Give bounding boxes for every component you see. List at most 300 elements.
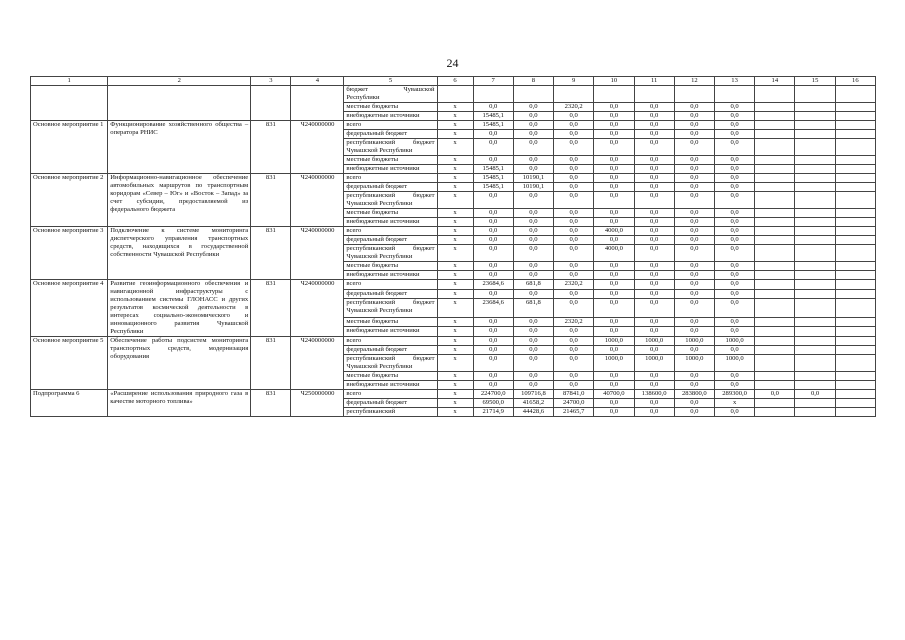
value-cell bbox=[835, 139, 875, 156]
code-cell: х bbox=[437, 346, 473, 355]
value-cell: 0,0 bbox=[714, 372, 754, 381]
value-cell: 681,8 bbox=[513, 299, 553, 317]
value-cell: 0,0 bbox=[473, 289, 513, 299]
value-cell bbox=[755, 245, 795, 262]
value-cell: 0,0 bbox=[594, 121, 634, 130]
header-cell: 6 bbox=[437, 77, 473, 86]
value-cell: 0,0 bbox=[714, 408, 754, 417]
value-cell: 0,0 bbox=[594, 192, 634, 209]
value-cell: 0,0 bbox=[473, 130, 513, 139]
code-cell: х bbox=[437, 139, 473, 156]
funding-source-cell: всего bbox=[344, 280, 437, 290]
value-cell: 10190,1 bbox=[513, 183, 553, 192]
value-cell: 0,0 bbox=[594, 381, 634, 390]
value-cell: 0,0 bbox=[554, 236, 594, 245]
value-cell: 0,0 bbox=[513, 192, 553, 209]
code-cell: х bbox=[437, 245, 473, 262]
code-cell: х bbox=[437, 130, 473, 139]
value-cell: 0,0 bbox=[554, 165, 594, 174]
value-cell: 0,0 bbox=[554, 227, 594, 236]
value-cell: 0,0 bbox=[674, 121, 714, 130]
code-cell: х bbox=[437, 381, 473, 390]
value-cell bbox=[755, 355, 795, 372]
value-cell bbox=[755, 327, 795, 337]
value-cell: 0,0 bbox=[594, 130, 634, 139]
event-title-cell: Информационно-навигационное обеспечение автомобильных маршрутов по транспортным коридорам «Север – Юг» и «Восток – Запад» за счет субсидии, предоставляемой из федерального бюджета bbox=[108, 174, 251, 227]
code-cell: х bbox=[437, 289, 473, 299]
value-cell: 40700,0 bbox=[594, 390, 634, 399]
value-cell: 0,0 bbox=[513, 355, 553, 372]
value-cell: 0,0 bbox=[634, 103, 674, 112]
value-cell: 0,0 bbox=[513, 209, 553, 218]
value-cell: 0,0 bbox=[473, 103, 513, 112]
value-cell: 0,0 bbox=[714, 317, 754, 327]
value-cell bbox=[835, 174, 875, 183]
value-cell: 0,0 bbox=[634, 121, 674, 130]
value-cell: 0,0 bbox=[634, 192, 674, 209]
value-cell bbox=[755, 192, 795, 209]
value-cell: 1000,0 bbox=[594, 355, 634, 372]
value-cell: 0,0 bbox=[714, 139, 754, 156]
event-title-cell: Обеспечение работы подсистем мониторинга транспортных средств, модернизация оборудования bbox=[108, 337, 251, 390]
value-cell bbox=[795, 183, 835, 192]
value-cell bbox=[795, 86, 835, 103]
value-cell: 0,0 bbox=[634, 130, 674, 139]
funding-source-cell: федеральный бюджет bbox=[344, 346, 437, 355]
value-cell: 0,0 bbox=[714, 236, 754, 245]
value-cell: 0,0 bbox=[674, 183, 714, 192]
code-cell: х bbox=[437, 183, 473, 192]
value-cell bbox=[835, 245, 875, 262]
value-cell bbox=[755, 381, 795, 390]
grbs-code-cell: 831 bbox=[251, 121, 291, 174]
value-cell: 0,0 bbox=[594, 408, 634, 417]
value-cell: 0,0 bbox=[513, 289, 553, 299]
value-cell: 0,0 bbox=[594, 139, 634, 156]
value-cell: 0,0 bbox=[674, 130, 714, 139]
value-cell: 0,0 bbox=[674, 227, 714, 236]
value-cell: 44428,6 bbox=[513, 408, 553, 417]
value-cell bbox=[835, 372, 875, 381]
code-cell: х bbox=[437, 121, 473, 130]
value-cell bbox=[795, 327, 835, 337]
code-cell: х bbox=[437, 209, 473, 218]
value-cell: 0,0 bbox=[513, 165, 553, 174]
value-cell: 0,0 bbox=[473, 327, 513, 337]
value-cell: 0,0 bbox=[513, 271, 553, 280]
code-cell: х bbox=[437, 192, 473, 209]
value-cell: 0,0 bbox=[554, 130, 594, 139]
value-cell: 0,0 bbox=[513, 121, 553, 130]
value-cell bbox=[835, 112, 875, 121]
value-cell: 0,0 bbox=[513, 337, 553, 346]
value-cell bbox=[795, 165, 835, 174]
value-cell: 0,0 bbox=[594, 174, 634, 183]
value-cell bbox=[795, 408, 835, 417]
value-cell bbox=[835, 408, 875, 417]
value-cell: 0,0 bbox=[714, 156, 754, 165]
value-cell: 0,0 bbox=[554, 271, 594, 280]
value-cell bbox=[835, 130, 875, 139]
value-cell: 21714,9 bbox=[473, 408, 513, 417]
funding-source-cell: внебюджетные источники bbox=[344, 218, 437, 227]
value-cell bbox=[755, 139, 795, 156]
code-cell: х bbox=[437, 355, 473, 372]
value-cell bbox=[755, 262, 795, 271]
funding-source-cell: внебюджетные источники bbox=[344, 327, 437, 337]
value-cell bbox=[755, 209, 795, 218]
value-cell bbox=[755, 408, 795, 417]
page-number: 24 bbox=[446, 56, 459, 70]
value-cell: 0,0 bbox=[674, 327, 714, 337]
value-cell: 0,0 bbox=[473, 271, 513, 280]
value-cell: 1000,0 bbox=[714, 355, 754, 372]
value-cell: 0,0 bbox=[473, 346, 513, 355]
value-cell: 0,0 bbox=[554, 183, 594, 192]
value-cell bbox=[835, 355, 875, 372]
value-cell: 0,0 bbox=[714, 130, 754, 139]
value-cell: 0,0 bbox=[714, 327, 754, 337]
target-code-cell: Ч240000000 bbox=[291, 280, 344, 337]
value-cell: 0,0 bbox=[554, 209, 594, 218]
target-code-cell: Ч250000000 bbox=[291, 390, 344, 417]
value-cell: 0,0 bbox=[554, 381, 594, 390]
header-cell: 9 bbox=[554, 77, 594, 86]
value-cell bbox=[835, 103, 875, 112]
value-cell: 0,0 bbox=[714, 209, 754, 218]
event-title-cell: «Расширение использования природного газа в качестве моторного топлива» bbox=[108, 390, 251, 417]
value-cell: 0,0 bbox=[634, 299, 674, 317]
grbs-code-cell: 831 bbox=[251, 227, 291, 280]
value-cell bbox=[795, 121, 835, 130]
value-cell bbox=[795, 262, 835, 271]
code-cell: х bbox=[437, 390, 473, 399]
value-cell: 0,0 bbox=[554, 139, 594, 156]
value-cell bbox=[795, 103, 835, 112]
value-cell: 0,0 bbox=[513, 139, 553, 156]
value-cell: 0,0 bbox=[674, 165, 714, 174]
funding-source-cell: внебюджетные источники bbox=[344, 381, 437, 390]
event-name-cell: Основное мероприятие 2 bbox=[31, 174, 108, 227]
value-cell: 0,0 bbox=[714, 183, 754, 192]
value-cell bbox=[755, 103, 795, 112]
value-cell bbox=[835, 280, 875, 290]
value-cell: 0,0 bbox=[554, 262, 594, 271]
funding-source-cell: федеральный бюджет bbox=[344, 130, 437, 139]
value-cell: 0,0 bbox=[473, 381, 513, 390]
value-cell: 0,0 bbox=[674, 372, 714, 381]
value-cell: 0,0 bbox=[554, 174, 594, 183]
value-cell bbox=[795, 192, 835, 209]
value-cell: 0,0 bbox=[674, 317, 714, 327]
value-cell bbox=[795, 130, 835, 139]
value-cell: 0,0 bbox=[674, 299, 714, 317]
table-row bbox=[31, 390, 876, 399]
value-cell bbox=[835, 337, 875, 346]
value-cell: 0,0 bbox=[513, 346, 553, 355]
value-cell: 0,0 bbox=[674, 103, 714, 112]
value-cell: 0,0 bbox=[473, 262, 513, 271]
funding-source-cell: местные бюджеты bbox=[344, 317, 437, 327]
value-cell: 0,0 bbox=[473, 139, 513, 156]
value-cell: 15485,1 bbox=[473, 112, 513, 121]
funding-source-cell: всего bbox=[344, 227, 437, 236]
value-cell: 0,0 bbox=[473, 317, 513, 327]
value-cell bbox=[755, 112, 795, 121]
value-cell: 0,0 bbox=[554, 245, 594, 262]
value-cell bbox=[835, 399, 875, 408]
value-cell: 0,0 bbox=[554, 121, 594, 130]
value-cell: х bbox=[714, 399, 754, 408]
value-cell bbox=[755, 121, 795, 130]
value-cell: 0,0 bbox=[674, 381, 714, 390]
value-cell: 0,0 bbox=[714, 262, 754, 271]
value-cell bbox=[835, 218, 875, 227]
value-cell: 0,0 bbox=[594, 103, 634, 112]
value-cell: 0,0 bbox=[594, 262, 634, 271]
header-cell: 4 bbox=[291, 77, 344, 86]
header-cell: 10 bbox=[594, 77, 634, 86]
value-cell: 0,0 bbox=[634, 381, 674, 390]
value-cell: 4000,0 bbox=[594, 245, 634, 262]
grbs-code-cell bbox=[251, 86, 291, 121]
value-cell: 0,0 bbox=[554, 289, 594, 299]
value-cell: 0,0 bbox=[674, 280, 714, 290]
event-title-cell: Подключение к системе мониторинга диспетчерского управления транспортных средств, находящихся в государственной собственности Чувашской Республики bbox=[108, 227, 251, 280]
value-cell bbox=[795, 289, 835, 299]
value-cell: 87841,0 bbox=[554, 390, 594, 399]
code-cell: х bbox=[437, 372, 473, 381]
value-cell: 0,0 bbox=[714, 112, 754, 121]
value-cell bbox=[795, 372, 835, 381]
value-cell: 23684,6 bbox=[473, 280, 513, 290]
value-cell: 0,0 bbox=[634, 218, 674, 227]
value-cell: 0,0 bbox=[674, 408, 714, 417]
value-cell: 0,0 bbox=[554, 327, 594, 337]
value-cell: 0,0 bbox=[594, 289, 634, 299]
value-cell: 0,0 bbox=[634, 271, 674, 280]
value-cell: 681,8 bbox=[513, 280, 553, 290]
value-cell: 1000,0 bbox=[634, 337, 674, 346]
event-title-cell: Функционирование хозяйственного общества – оператора РНИС bbox=[108, 121, 251, 174]
value-cell: 2320,2 bbox=[554, 103, 594, 112]
value-cell: 0,0 bbox=[714, 289, 754, 299]
value-cell: 0,0 bbox=[634, 280, 674, 290]
value-cell bbox=[835, 299, 875, 317]
table-row bbox=[31, 227, 876, 236]
header-row bbox=[31, 77, 876, 86]
value-cell: 1000,0 bbox=[674, 355, 714, 372]
value-cell: 0,0 bbox=[714, 103, 754, 112]
code-cell: х bbox=[437, 327, 473, 337]
event-title-cell: Развитие геоинформационного обеспечения и навигационной инфраструктуры с использованием системы ГЛОНАСС и других результатов космической деятельности в интересах социально-экономического и инновационного развития Чувашской Республики bbox=[108, 280, 251, 337]
value-cell bbox=[755, 86, 795, 103]
funding-source-cell: всего bbox=[344, 121, 437, 130]
target-code-cell: Ч240000000 bbox=[291, 227, 344, 280]
value-cell bbox=[795, 399, 835, 408]
value-cell: 0,0 bbox=[634, 289, 674, 299]
code-cell: х bbox=[437, 408, 473, 417]
value-cell: 0,0 bbox=[473, 355, 513, 372]
value-cell bbox=[835, 165, 875, 174]
value-cell: 0,0 bbox=[714, 280, 754, 290]
funding-source-cell: федеральный бюджет bbox=[344, 289, 437, 299]
value-cell bbox=[835, 86, 875, 103]
value-cell bbox=[755, 399, 795, 408]
value-cell: 4000,0 bbox=[594, 227, 634, 236]
value-cell bbox=[795, 156, 835, 165]
funding-source-cell: федеральный бюджет bbox=[344, 236, 437, 245]
table-row bbox=[31, 121, 876, 130]
value-cell: 2320,2 bbox=[554, 280, 594, 290]
value-cell: 0,0 bbox=[473, 227, 513, 236]
value-cell: 138600,0 bbox=[634, 390, 674, 399]
table-row bbox=[31, 174, 876, 183]
value-cell: 0,0 bbox=[674, 399, 714, 408]
funding-source-cell: местные бюджеты bbox=[344, 262, 437, 271]
header-cell: 1 bbox=[31, 77, 108, 86]
value-cell: 0,0 bbox=[473, 372, 513, 381]
value-cell bbox=[755, 271, 795, 280]
value-cell: 0,0 bbox=[634, 174, 674, 183]
value-cell: 0,0 bbox=[554, 346, 594, 355]
value-cell: 0,0 bbox=[714, 174, 754, 183]
header-cell: 7 bbox=[473, 77, 513, 86]
value-cell: 0,0 bbox=[594, 183, 634, 192]
target-code-cell bbox=[291, 86, 344, 121]
value-cell: 0,0 bbox=[634, 156, 674, 165]
header-cell: 16 bbox=[835, 77, 875, 86]
event-name-cell: Основное мероприятие 5 bbox=[31, 337, 108, 390]
grbs-code-cell: 831 bbox=[251, 174, 291, 227]
value-cell: 0,0 bbox=[513, 103, 553, 112]
value-cell: 0,0 bbox=[594, 156, 634, 165]
funding-source-cell: внебюджетные источники bbox=[344, 112, 437, 121]
value-cell: 0,0 bbox=[755, 390, 795, 399]
value-cell: 21465,7 bbox=[554, 408, 594, 417]
funding-source-cell: внебюджетные источники bbox=[344, 271, 437, 280]
value-cell bbox=[755, 346, 795, 355]
code-cell: х bbox=[437, 112, 473, 121]
value-cell bbox=[795, 381, 835, 390]
value-cell: 224700,0 bbox=[473, 390, 513, 399]
value-cell bbox=[835, 381, 875, 390]
header-cell: 3 bbox=[251, 77, 291, 86]
value-cell bbox=[795, 245, 835, 262]
value-cell: 0,0 bbox=[594, 271, 634, 280]
header-cell: 15 bbox=[795, 77, 835, 86]
value-cell: 0,0 bbox=[714, 299, 754, 317]
value-cell: 41658,2 bbox=[513, 399, 553, 408]
value-cell: 0,0 bbox=[714, 218, 754, 227]
value-cell bbox=[755, 218, 795, 227]
value-cell bbox=[835, 121, 875, 130]
value-cell: 0,0 bbox=[554, 156, 594, 165]
value-cell bbox=[755, 236, 795, 245]
value-cell: 0,0 bbox=[674, 112, 714, 121]
value-cell: 0,0 bbox=[473, 337, 513, 346]
code-cell bbox=[437, 86, 473, 103]
value-cell bbox=[795, 139, 835, 156]
value-cell: 0,0 bbox=[795, 390, 835, 399]
value-cell: 10190,1 bbox=[513, 174, 553, 183]
value-cell bbox=[755, 156, 795, 165]
value-cell: 0,0 bbox=[513, 262, 553, 271]
header-cell: 8 bbox=[513, 77, 553, 86]
value-cell: 69500,0 bbox=[473, 399, 513, 408]
value-cell: 0,0 bbox=[674, 271, 714, 280]
value-cell: 0,0 bbox=[554, 372, 594, 381]
funding-source-cell: республиканский бюджет Чувашской Республики bbox=[344, 245, 437, 262]
value-cell bbox=[835, 156, 875, 165]
value-cell: 0,0 bbox=[554, 337, 594, 346]
value-cell bbox=[634, 86, 674, 103]
code-cell: х bbox=[437, 280, 473, 290]
funding-source-cell: местные бюджеты bbox=[344, 156, 437, 165]
value-cell: 0,0 bbox=[594, 399, 634, 408]
code-cell: х bbox=[437, 103, 473, 112]
value-cell: 0,0 bbox=[513, 245, 553, 262]
value-cell: 0,0 bbox=[513, 112, 553, 121]
value-cell: 0,0 bbox=[554, 192, 594, 209]
value-cell: 0,0 bbox=[674, 245, 714, 262]
value-cell: 0,0 bbox=[714, 192, 754, 209]
value-cell: 0,0 bbox=[513, 227, 553, 236]
grbs-code-cell: 831 bbox=[251, 337, 291, 390]
value-cell bbox=[835, 236, 875, 245]
value-cell bbox=[755, 280, 795, 290]
value-cell: 0,0 bbox=[634, 408, 674, 417]
code-cell: х bbox=[437, 337, 473, 346]
value-cell: 2320,2 bbox=[554, 317, 594, 327]
value-cell: 0,0 bbox=[674, 156, 714, 165]
table-row bbox=[31, 86, 876, 103]
funding-source-cell: всего bbox=[344, 337, 437, 346]
target-code-cell: Ч240000000 bbox=[291, 337, 344, 390]
value-cell: 0,0 bbox=[513, 156, 553, 165]
value-cell: 0,0 bbox=[473, 236, 513, 245]
value-cell: 0,0 bbox=[674, 218, 714, 227]
value-cell bbox=[795, 174, 835, 183]
value-cell: 0,0 bbox=[473, 218, 513, 227]
target-code-cell: Ч240000000 bbox=[291, 174, 344, 227]
code-cell: х bbox=[437, 227, 473, 236]
value-cell: 0,0 bbox=[714, 165, 754, 174]
value-cell: 0,0 bbox=[594, 218, 634, 227]
value-cell bbox=[755, 130, 795, 139]
value-cell: 0,0 bbox=[674, 262, 714, 271]
value-cell: 0,0 bbox=[473, 192, 513, 209]
value-cell: 15485,1 bbox=[473, 183, 513, 192]
value-cell: 15485,1 bbox=[473, 121, 513, 130]
value-cell: 109716,8 bbox=[513, 390, 553, 399]
value-cell bbox=[795, 218, 835, 227]
value-cell bbox=[755, 372, 795, 381]
value-cell bbox=[835, 346, 875, 355]
value-cell: 0,0 bbox=[674, 236, 714, 245]
value-cell: 0,0 bbox=[674, 139, 714, 156]
value-cell bbox=[755, 174, 795, 183]
value-cell bbox=[835, 390, 875, 399]
value-cell: 0,0 bbox=[714, 245, 754, 262]
value-cell: 0,0 bbox=[634, 139, 674, 156]
budget-table bbox=[30, 76, 876, 417]
value-cell: 0,0 bbox=[634, 112, 674, 121]
funding-source-cell: местные бюджеты bbox=[344, 103, 437, 112]
value-cell: 0,0 bbox=[554, 112, 594, 121]
value-cell: 0,0 bbox=[634, 165, 674, 174]
table-body bbox=[31, 77, 876, 417]
